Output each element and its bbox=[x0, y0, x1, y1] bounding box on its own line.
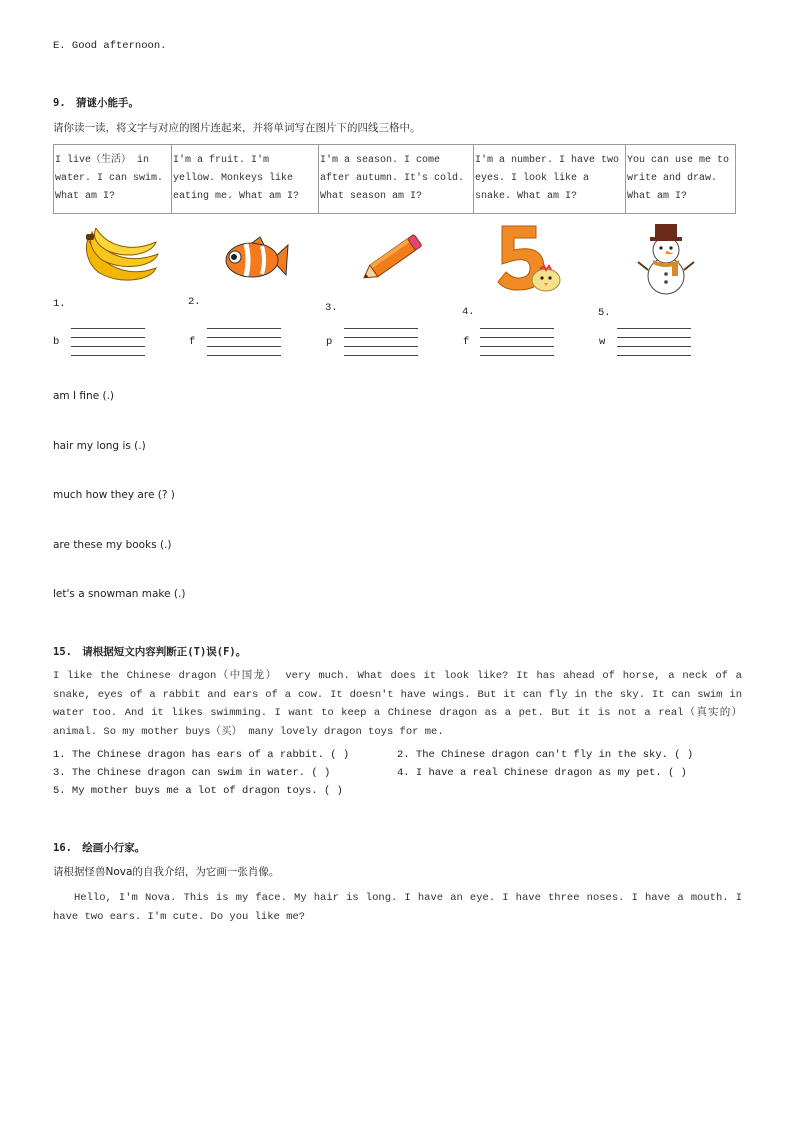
blank-number-3: 3. bbox=[325, 302, 338, 314]
blank-letter-3: p bbox=[326, 336, 333, 348]
reorder-sentence-2: hair my long is (.) bbox=[53, 440, 146, 452]
writing-lines-1[interactable] bbox=[71, 328, 145, 358]
q9-number: 9. bbox=[53, 97, 66, 109]
statement-3: 3. The Chinese dragon can swim in water. ( ) bbox=[53, 767, 331, 779]
q9-instruction: 请你读一读，将文字与对应的图片连起来，并将单词写在图片下的四线三格中。 bbox=[53, 122, 421, 134]
q16-instruction: 请根据怪兽Nova的自我介绍，为它画一张肖像。 bbox=[53, 866, 280, 878]
riddle-cell-5: You can use me to write and draw. What am I? bbox=[626, 145, 736, 214]
q16-title: 绘画小行家。 bbox=[82, 842, 146, 854]
reorder-sentence-1: am I fine (.) bbox=[53, 390, 115, 402]
blank-letter-5: w bbox=[599, 336, 606, 348]
riddle-cell-3: I'm a season. I come after autumn. It's cold. What season am I? bbox=[319, 145, 474, 214]
riddle-table bbox=[53, 144, 736, 214]
statement-1: 1. The Chinese dragon has ears of a rabbit. ( ) bbox=[53, 749, 350, 761]
writing-lines-4[interactable] bbox=[480, 328, 554, 358]
riddle-cell-4: I'm a number. I have two eyes. I look like a snake. What am I? bbox=[474, 145, 626, 214]
blank-letter-4: f bbox=[463, 336, 470, 348]
q16-number: 16. bbox=[53, 842, 72, 854]
q9-heading bbox=[53, 95, 139, 110]
blank-number-5: 5. bbox=[598, 307, 611, 319]
reorder-sentence-4: are these my books (.) bbox=[53, 539, 172, 551]
q16-heading bbox=[53, 840, 145, 855]
q9-title: 猜谜小能手。 bbox=[75, 97, 139, 109]
fish-icon bbox=[222, 235, 290, 285]
writing-lines-2[interactable] bbox=[207, 328, 281, 358]
blank-letter-1: b bbox=[53, 336, 60, 348]
reorder-sentence-5: let's a snowman make (.) bbox=[53, 588, 186, 600]
blank-number-4: 4. bbox=[462, 306, 475, 318]
banana-icon bbox=[80, 228, 162, 288]
writing-lines-5[interactable] bbox=[617, 328, 691, 358]
q15-number: 15. bbox=[53, 646, 72, 658]
q16-passage: Hello, I'm Nova. This is my face. My hair is long. I have an eye. I have three noses. I have a mouth. I have two ears. I'm cute. Do you like me? bbox=[53, 892, 742, 923]
number-five-icon bbox=[496, 222, 566, 294]
blank-letter-2: f bbox=[189, 336, 196, 348]
snowman-icon bbox=[636, 220, 696, 296]
q15-title: 请根据短文内容判断正(T)误(F)。 bbox=[82, 646, 247, 658]
option-e: E. Good afternoon. bbox=[53, 40, 167, 52]
riddle-cell-2: I'm a fruit. I'm yellow. Monkeys like eating me. What am I? bbox=[172, 145, 319, 214]
riddle-cell-1: I live（生活） in water. I can swim. What am I? bbox=[54, 145, 172, 214]
q15-heading bbox=[53, 644, 246, 659]
pencil-icon bbox=[356, 226, 432, 290]
statement-2: 2. The Chinese dragon can't fly in the sky. ( ) bbox=[397, 749, 694, 761]
statement-4: 4. I have a real Chinese dragon as my pet. ( ) bbox=[397, 767, 687, 779]
blank-number-1: 1. bbox=[53, 298, 66, 310]
q15-passage: I like the Chinese dragon（中国龙） very much. What does it look like? It has ahead of horse, a neck of a snake, eyes of a rabbit and ears of a cow. It doesn't have wings. But it can fly in the sky. It can swim in water too. And it likes swimming. I want to keep a Chinese dragon as a pet. But it is not a real（真实的） animal. So my mother buys（买） many lovely dragon toys for me. bbox=[53, 670, 742, 738]
blank-number-2: 2. bbox=[188, 296, 201, 308]
statement-5: 5. My mother buys me a lot of dragon toys. ( ) bbox=[53, 785, 343, 797]
writing-lines-3[interactable] bbox=[344, 328, 418, 358]
reorder-sentence-3: much how they are (? ) bbox=[53, 489, 175, 501]
